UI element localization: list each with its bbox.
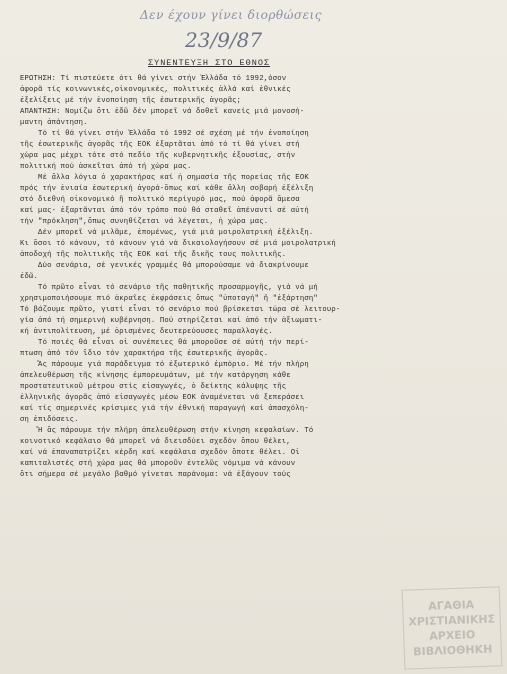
text-line: καπιταλιστές στή χώρα μας θά μποροῦν ἐντελῶς νόμιμα νά κάνουν bbox=[20, 460, 296, 468]
text-line: Κι ὅσοι τό κάνουν, τό κάνουν γιά νά δικαιολογήσουν σέ μιά μοιρολατρική bbox=[20, 240, 336, 248]
text-line: καί τίς σημερινές κρίσιμες γιά τήν ἐθνική παραγωγή καί ἀπασχόλη- bbox=[20, 405, 309, 413]
text-line: Μέ ἄλλα λόγια ὁ χαρακτήρας καί ἡ σημασία τῆς πορείας τῆς ΕΟΚ bbox=[20, 174, 309, 182]
text-line: γία ἀπό τή σημερινή κυβέρνηση. Πού στηρίζεται καί ἀπό τήν ἀξιωματι- bbox=[20, 317, 323, 325]
archive-stamp bbox=[402, 586, 503, 669]
stamp-text: ΑΡΧΕΙΟ bbox=[429, 628, 476, 643]
text-line: τήν "πρόκληση",ὅπως συνηθίζεται νά λέγεται, ἡ χώρα μας. bbox=[20, 218, 269, 226]
text-line: καί νά ἐπαναπατρίζει κέρδη καί κεφάλαια σχεδόν ὅποτε θέλει. Οἱ bbox=[20, 449, 300, 457]
text-line: πολιτική πού ἀσκεῖται ἀπό τή χώρα μας. bbox=[20, 163, 192, 171]
text-line: χώρα μας μέχρι τότε στό πεδίο τῆς κυβερνητικῆς ἐξουσίας, στήν bbox=[20, 152, 296, 160]
text-line: τῆς ἐσωτερικῆς ἀγορᾶς τῆς ΕΟΚ ἐξαρτᾶται ἀπό τό τί θά γίνει στή bbox=[20, 141, 300, 149]
stamp-text: ΒΙΒΛΙΟΘΗΚΗ bbox=[413, 642, 493, 659]
text-line: Δέν μπορεῖ νά μιλᾶμε, ἑπομένως, γιά μιά μοιρολατρική ἐξέλιξη. bbox=[20, 229, 314, 237]
handwritten-date: 23/9/87 bbox=[185, 28, 263, 52]
text-line: καί μας- ἐξαρτᾶνται ἀπό τόν τρόπο πού θά σταθεῖ ἀπέναντί σέ αὐτή bbox=[20, 207, 309, 215]
text-line: ἐξελίξεις μέ τήν ἑνοποίηση τῆς ἐσωτερικῆς ἀγορᾶς; bbox=[20, 97, 242, 105]
text-line: ἑλληνικῆς ἀγορᾶς ἀπό εἰσαγωγές μέσω ΕΟΚ ἀναμένεται νά ξεπεράσει bbox=[20, 394, 305, 402]
text-line: στό διεθνή οἰκονομικό ἤ πολιτικό περίγυρό μας, πού ἀφορᾶ ἄμεσα bbox=[20, 196, 300, 204]
text-line: Ἄς πάρουμε γιά παράδειγμα τό ἐξωτερικό ἐμπόριο. Μέ τήν πλήρη bbox=[20, 361, 309, 369]
text-line: ἀπελευθέρωση τῆς κίνησης ἐμπορευμάτων, μέ τήν κατάργηση κάθε bbox=[20, 372, 291, 380]
text-line: μαντη ἀπάντηση. bbox=[20, 119, 88, 127]
stamp-text: ΑΓΑΘΙΑ bbox=[428, 598, 475, 613]
text-line: ὅτι σήμερα σέ μεγάλο βαθμό γίνεται παράνομα: νά ἐξάγουν τούς bbox=[20, 471, 291, 479]
text-line: ἀφορᾶ τίς κοινωνικές,οἰκονομικές, πολιτικές ἀλλά καί ἐθνικές bbox=[20, 86, 291, 94]
text-line: πτωση ἀπό τόν ἴδιο τόν χαρακτήρα τῆς ἐσωτερικῆς ἀγορᾶς. bbox=[20, 350, 269, 358]
text-line: ἀποδοχή τῆς πολιτικῆς τῆς ΕΟΚ καί τῆς δικῆς τους πολιτικῆς. bbox=[20, 251, 287, 259]
text-line: προστατευτικοῦ μέτρου στίς εἰσαγωγές, ὁ δείκτης κάλυψης τῆς bbox=[20, 383, 287, 391]
text-line: ση ἐπιδόσεις. bbox=[20, 416, 79, 424]
handwritten-note: Δεν έχουν γίνει διορθώσεις bbox=[140, 8, 322, 22]
text-line: κοινοτικό κεφάλαιο θά μπορεῖ νά διεισδύει σχεδόν ὅπου θέλει, bbox=[20, 438, 291, 446]
document-body bbox=[20, 74, 498, 481]
stamp-text: ΧΡΙΣΤΙΑΝΙΚΗΣ bbox=[408, 612, 496, 629]
text-line: ἐδῶ. bbox=[20, 273, 39, 281]
text-line: Τό ποιές θά εἶναι οἱ συνέπειες θά μποροῦσε σέ αὐτή τήν περί- bbox=[20, 339, 309, 347]
text-line: ΕΡΩΤΗΣΗ: Τί πιστεύετε ότι θά γίνει στήν Ἑλλάδα τό 1992,όσον bbox=[20, 75, 287, 83]
text-line: πρός τήν ἑνιαία ἐσωτερική ἀγορά-ὅπως καί κάθε ἄλλη σοβαρή ἐξέλιξη bbox=[20, 185, 314, 193]
document-title: ΣΥΝΕΝΤΕΥΞΗ ΣΤΟ ΕΘΝΟΣ bbox=[148, 58, 271, 68]
text-line: Τό πρῶτο εἶναι τό σενάριο τῆς παθητικῆς προσαρμογῆς, γιά νά μή bbox=[20, 284, 318, 292]
text-line: Δύο σενάρια, σέ γενικές γραμμές θά μπορούσαμε νά διακρίνουμε bbox=[20, 262, 309, 270]
text-line: χρησιμοποιήσουμε πιό ἀκραῖες ἐκφράσεις ὅπως "ὑποταγή" ἤ "ἐξάρτηση" bbox=[20, 295, 318, 303]
text-line: Τό βάζουμε πρῶτο, γιατί εἶναι τό σενάριο πού βρίσκεται τώρα σέ λειτουρ- bbox=[20, 306, 341, 314]
text-line: Ἤ ἄς πάρουμε τήν πλήρη ἀπελευθέρωση στήν κίνηση κεφαλαίων. Τό bbox=[20, 427, 314, 435]
text-line: κή ἀντιπολίτευση, μέ ὁρισμένες δευτερεύουσες παραλλαγές. bbox=[20, 328, 273, 336]
text-line: Τό τί θά γίνει στήν Ἑλλάδα τό 1992 σέ σχέση μέ τήν ἑνοποίηση bbox=[20, 130, 309, 138]
text-line: ΑΠΑΝΤΗΣΗ: Νομίζω ὅτι ἐδῶ δέν μπορεῖ νά δοθεῖ κανείς μιά μονοσή- bbox=[20, 108, 305, 116]
